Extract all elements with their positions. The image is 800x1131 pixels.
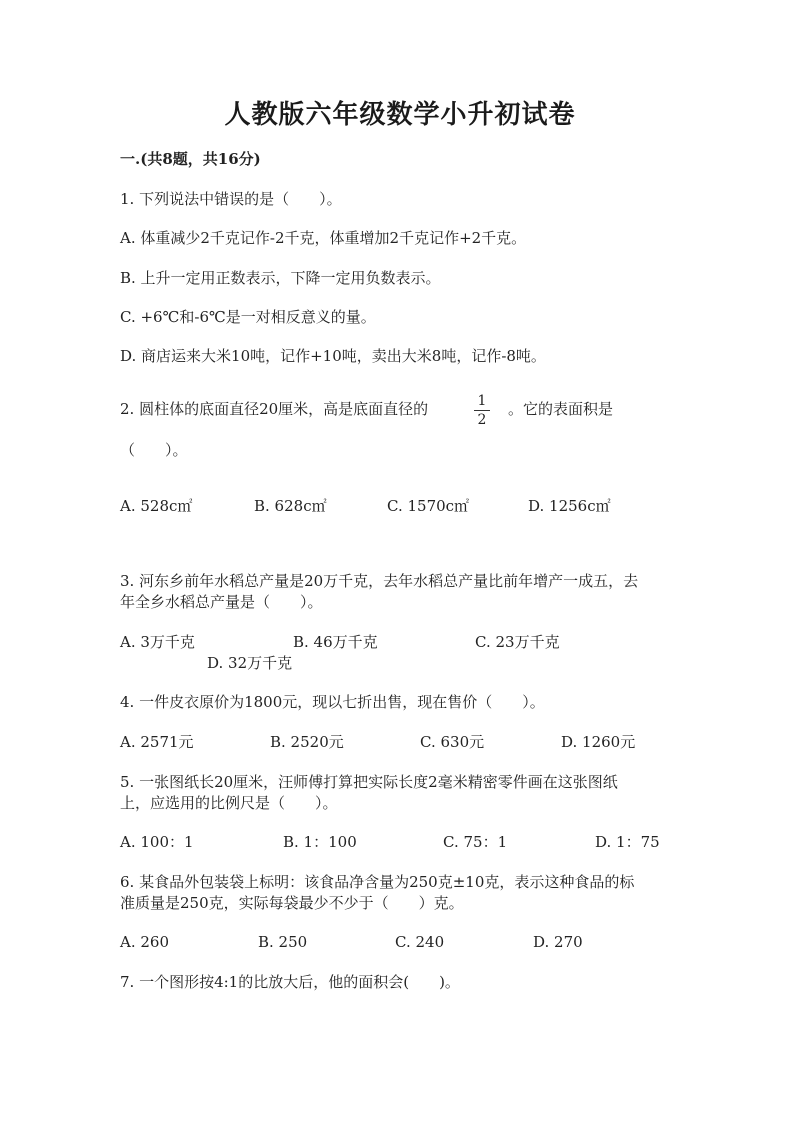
question-1-option-b: B. 上升一定用正数表示，下降一定用负数表示。 [120, 269, 441, 287]
question-3-option-a: A. 3万千克 [120, 633, 195, 651]
question-3-stem-cont: 年全乡水稻总产量是（ ）。 [120, 593, 323, 611]
question-7-stem: 7. 一个图形按4:1的比放大后，他的面积会( )。 [120, 973, 460, 991]
question-2-stem-blank: （ ）。 [120, 441, 188, 459]
page-title: 人教版六年级数学小升初试卷 [224, 100, 576, 130]
question-5-stem-cont: 上，应选用的比例尺是（ ）。 [120, 794, 338, 812]
question-4-option-c: C. 630元 [420, 733, 485, 751]
question-3-option-c: C. 23万千克 [475, 633, 560, 651]
question-6-option-b: B. 250 [258, 933, 308, 951]
question-4-option-b: B. 2520元 [270, 733, 344, 751]
question-2-option-a: A. 528c㎡ [120, 497, 193, 515]
question-6-stem: 6. 某食品外包装袋上标明：该食品净含量为250克±10克，表示这种食品的标 [120, 873, 635, 891]
question-4-option-a: A. 2571元 [120, 733, 194, 751]
fraction-numerator: 1 [477, 393, 487, 409]
question-2-stem: 2. 圆柱体的底面直径20厘米，高是底面直径的 [120, 400, 429, 418]
question-5-option-a: A. 100：1 [120, 833, 194, 851]
question-6-option-d: D. 270 [533, 933, 583, 951]
question-3-option-d: D. 32万千克 [207, 654, 293, 672]
question-1-stem: 1. 下列说法中错误的是（ ）。 [120, 190, 342, 208]
question-1-option-c: C. +6℃和-6℃是一对相反意义的量。 [120, 308, 376, 326]
question-5-stem: 5. 一张图纸长20厘米，汪师傅打算把实际长度2毫米精密零件画在这张图纸 [120, 773, 618, 791]
section-heading: 一.(共8题，共16分) [120, 150, 261, 168]
question-5-option-c: C. 75：1 [443, 833, 508, 851]
question-2-stem-cont: 。它的表面积是 [508, 400, 614, 418]
question-3-option-b: B. 46万千克 [293, 633, 378, 651]
fraction-denominator: 2 [477, 412, 487, 428]
question-5-option-d: D. 1：75 [595, 833, 660, 851]
question-1-option-a: A. 体重减少2千克记作-2千克，体重增加2千克记作+2千克。 [120, 229, 527, 247]
question-3-stem: 3. 河东乡前年水稻总产量是20万千克，去年水稻总产量比前年增产一成五，去 [120, 572, 639, 590]
question-6-option-c: C. 240 [395, 933, 445, 951]
fraction-bar [474, 410, 490, 411]
question-6-stem-cont: 准质量是250克，实际每袋最少不少于（ ）克。 [120, 894, 464, 912]
question-5-option-b: B. 1：100 [283, 833, 357, 851]
question-6-option-a: A. 260 [120, 933, 169, 951]
question-2-option-c: C. 1570c㎡ [387, 497, 470, 515]
question-4-stem: 4. 一件皮衣原价为1800元，现以七折出售，现在售价（ ）。 [120, 693, 545, 711]
question-2-option-d: D. 1256c㎡ [528, 497, 611, 515]
question-1-option-d: D. 商店运来大米10吨，记作+10吨，卖出大米8吨，记作-8吨。 [120, 347, 546, 365]
fraction-one-half [474, 393, 490, 428]
question-2-option-b: B. 628c㎡ [254, 497, 327, 515]
question-4-option-d: D. 1260元 [561, 733, 636, 751]
